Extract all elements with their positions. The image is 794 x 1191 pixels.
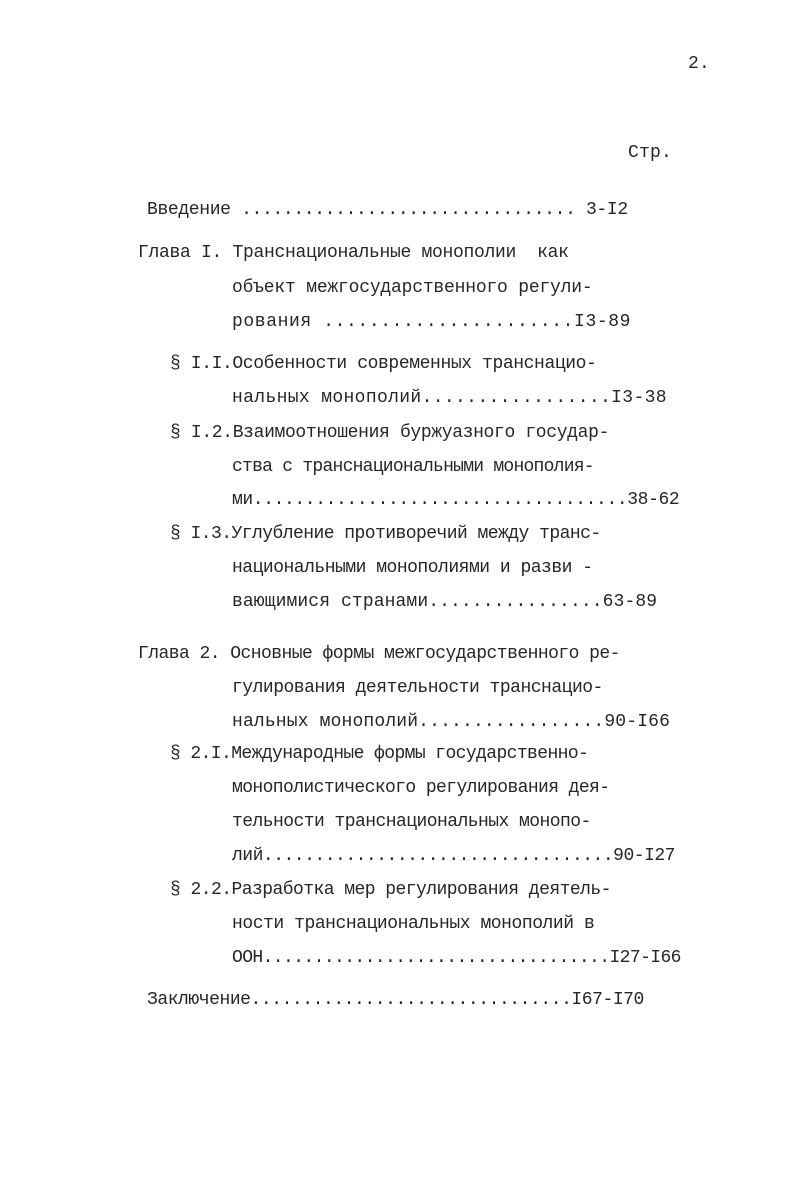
toc-intro: Введение ................................ 3-I2 xyxy=(147,200,628,220)
page-column-header: Стр. xyxy=(628,143,673,163)
toc-section-2-1-line-4: лий..................................90-I27 xyxy=(232,846,675,866)
page-number: 2. xyxy=(688,54,711,74)
toc-conclusion: Заключение...............................I67-I70 xyxy=(147,990,644,1010)
toc-section-1-1-line-2: нальных монополий.................I3-38 xyxy=(232,388,667,408)
toc-section-1-1-line-1: § I.I.Особенности современных транснацио- xyxy=(170,354,597,374)
toc-chapter-1-line-3: рования ......................I3-89 xyxy=(232,312,632,332)
toc-section-1-3-line-3: вающимися странами................63-89 xyxy=(232,592,658,612)
toc-section-1-2-line-3: ми....................................38-62 xyxy=(232,490,680,510)
toc-section-2-2-line-2: ности транснациональных монополий в xyxy=(232,914,595,934)
toc-chapter-2-line-1: Глава 2. Основные формы межгосударственного ре- xyxy=(138,644,620,664)
toc-section-2-1-line-2: монополистического регулирования дея- xyxy=(232,778,610,798)
toc-chapter-2-line-2: гулирования деятельности транснацио- xyxy=(232,678,603,698)
toc-section-1-2-line-2: ства с транснациональными монополия- xyxy=(232,457,594,477)
toc-section-1-3-line-2: национальными монополиями и разви - xyxy=(232,558,593,578)
toc-chapter-1-line-2: объект межгосударственного регули- xyxy=(232,278,593,298)
toc-section-2-2-line-3: ООН..................................I27-I66 xyxy=(232,948,681,968)
toc-section-2-1-line-1: § 2.I.Международные формы государственно- xyxy=(170,744,589,764)
toc-chapter-1-line-1: Глава I. Транснациональные монополии как xyxy=(138,243,569,263)
toc-section-2-1-line-3: тельности транснациональных монопо- xyxy=(232,812,591,832)
toc-section-1-2-line-1: § I.2.Взаимоотношения буржуазного государ- xyxy=(170,423,609,443)
toc-section-2-2-line-1: § 2.2.Разработка мер регулирования деятель- xyxy=(170,880,611,900)
toc-chapter-2-line-3: нальных монополий.................90-I66 xyxy=(232,712,671,732)
toc-section-1-3-line-1: § I.3.Углубление противоречий между транс- xyxy=(170,524,601,544)
